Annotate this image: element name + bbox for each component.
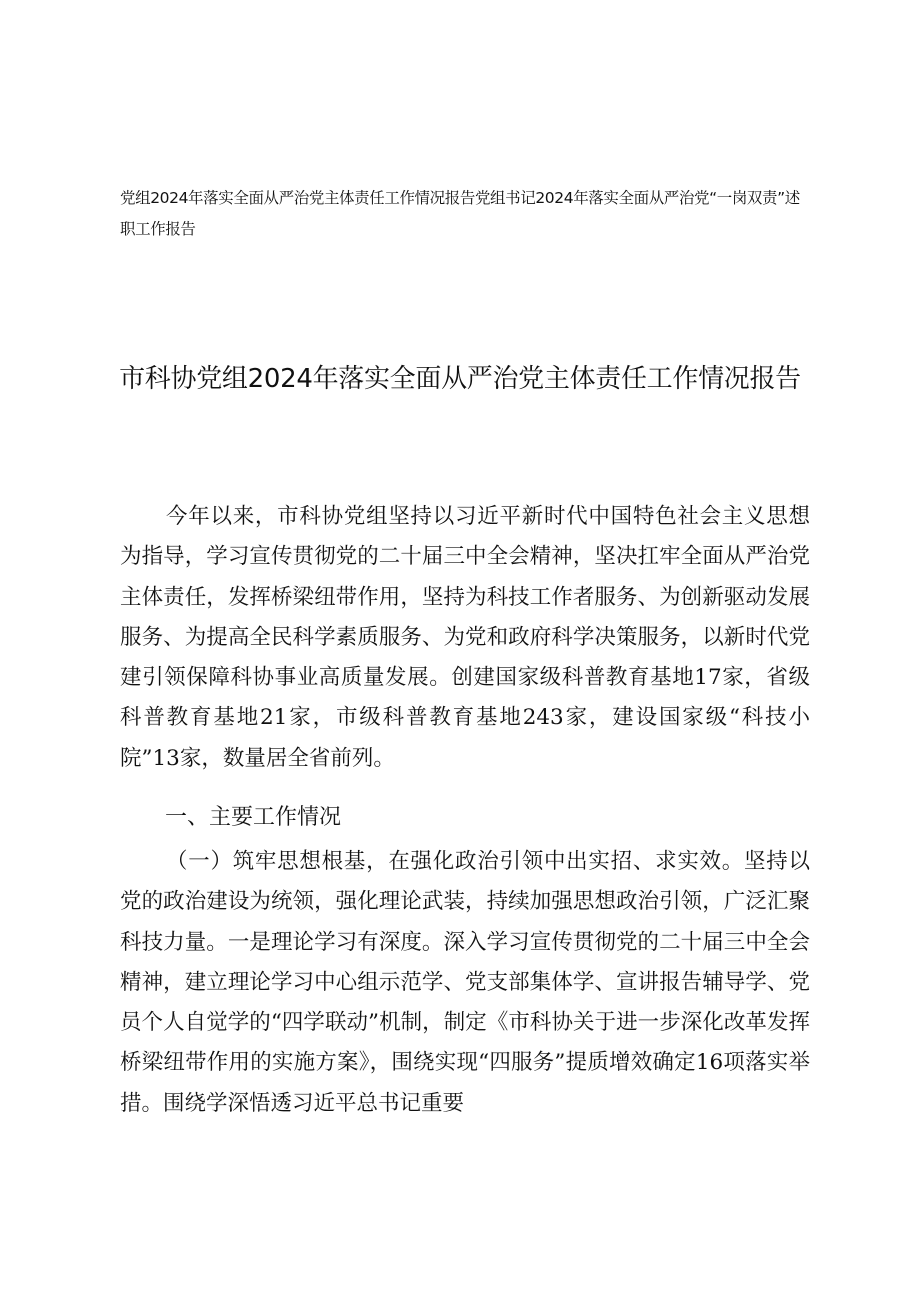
report-title: 市科协党组2024年落实全面从严治党主体责任工作情况报告 (119, 364, 801, 394)
intro-paragraph: 今年以来，市科协党组坚持以习近平新时代中国特色社会主义思想为指导，学习宣传贯彻党的二十届三中全会精神，坚决扛牢全面从严治党主体责任，发挥桥梁纽带作用，坚持为科技工作者服务、为创新驱动发展服务、为提高全民科学素质服务、为党和政府科学决策服务，以新时代党建引领保障科协事业高质量发展。创建国家级科普教育基地17家，省级科普教育基地21家，市级科普教育基地243家，建设国家级“科技小院”13家，数量居全省前列。 (120, 504, 810, 771)
document-header-title: 党组2024年落实全面从严治党主体责任工作情况报告党组书记2024年落实全面从严治党“一岗双责”述职工作报告 (120, 189, 800, 238)
section-heading: 一、主要工作情况 (165, 805, 342, 830)
body-paragraph: （一）筑牢思想根基，在强化政治引领中出实招、求实效。坚持以党的政治建设为统领，强化理论武装，持续加强思想政治引领，广泛汇聚科技力量。一是理论学习有深度。深入学习宣传贯彻党的二十届三中全会精神，建立理论学习中心组示范学、党支部集体学、宣讲报告辅导学、党员个人自觉学的“四学联动”机制，制定《市科协关于进一步深化改革发挥桥梁纽带作用的实施方案》，围绕实现“四服务”提质增效确定16项落实举措。围绕学深悟透习近平总书记重要 (120, 849, 810, 1116)
